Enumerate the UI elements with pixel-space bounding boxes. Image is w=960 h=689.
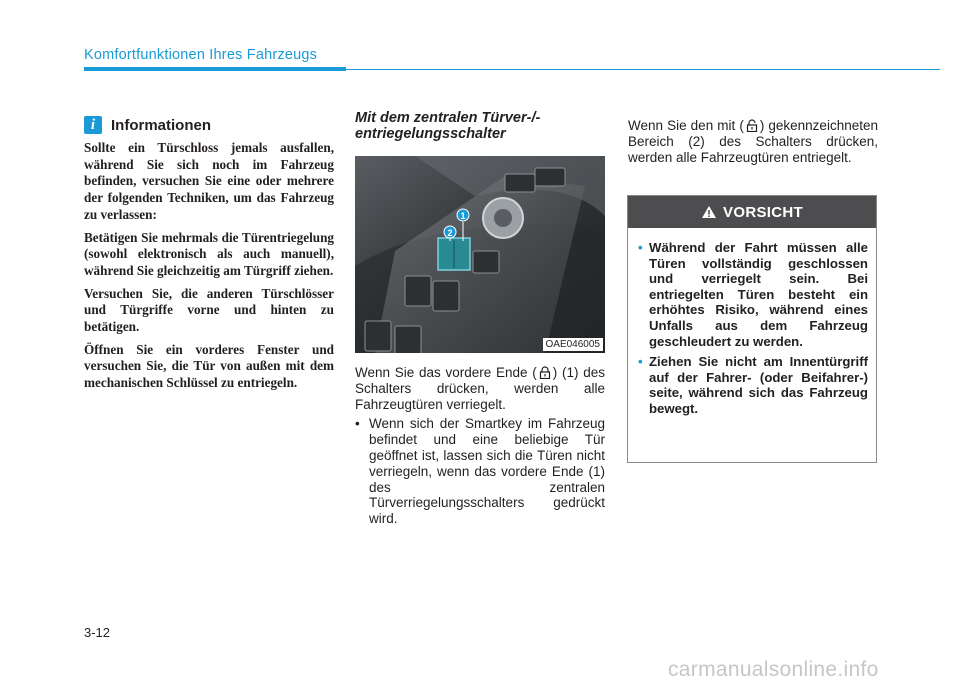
page-number: 3-12: [84, 625, 111, 640]
lock-text-start: Wenn Sie das vordere Ende (: [355, 365, 537, 380]
info-title: Informationen: [111, 116, 211, 134]
info-paragraph: Öffnen Sie ein vorderes Fenster und versuchen Sie, die Tür von außen mit dem mechanischen Schlüssel zu entriegeln.: [84, 341, 334, 391]
caution-box: [627, 195, 877, 463]
info-body: [84, 140, 334, 398]
info-heading: [84, 116, 211, 134]
watermark-text: carmanualsonline.info: [668, 658, 879, 681]
door-switch-photo: [355, 156, 605, 353]
photo-code: OAE046005: [543, 338, 604, 351]
header-rule-thick: [84, 67, 346, 71]
unlock-paragraph: [628, 118, 878, 165]
unlock-text-end: ) gekennzeichneten Bereich (2) des Schalters drücken, werden alle Fahrzeugtüren entriegelt.: [628, 118, 878, 165]
unlock-text-start: Wenn Sie den mit (: [628, 118, 744, 133]
caution-list: [638, 240, 868, 417]
caution-item: • Während der Fahrt müssen alle Türen vollständig geschlossen und verriegelt sein. Bei entriegelten Türen besteht ein erhöhtes Risiko, während eines Unfalls aus dem Fahrzeug geschleudert zu werden.: [638, 240, 868, 349]
lock-closed-icon: [539, 366, 551, 379]
callout-1: 1: [460, 211, 466, 221]
lock-paragraph: [355, 365, 605, 412]
info-paragraph: Versuchen Sie, die anderen Türschlösser und Türgriffe vorne und hinten zu betätigen.: [84, 285, 334, 335]
warning-triangle-icon: [701, 205, 717, 219]
central-lock-description: [355, 365, 605, 527]
section-header-title: Komfortfunktionen Ihres Fahrzeugs: [84, 47, 318, 63]
callout-2: 2: [447, 228, 453, 238]
lock-bullet-item: • Wenn sich der Smartkey im Fahrzeug befindet und eine beliebige Tür geöffnet ist, lassen sich die Türen nicht verriegeln, wenn das vordere Ende (1) des zentralen Türverriegelungsschalters gedrückt wird.: [355, 416, 605, 527]
callout-layer: [355, 156, 605, 353]
info-paragraph: Betätigen Sie mehrmals die Türentriegelung (sowohl elektronisch als auch manuell), während Sie gleichzeitig am Türgriff ziehen.: [84, 229, 334, 278]
header-rule-thin: [346, 69, 940, 70]
lock-text-end: ) (1) des Schalters drücken, werden alle Fahrzeugtüren verriegelt.: [355, 365, 605, 412]
caution-title: VORSICHT: [723, 203, 803, 221]
central-lock-title: Mit dem zentralen Türver-/-entriegelungsschalter: [355, 110, 541, 142]
lock-bullets: [355, 416, 605, 527]
caution-item: • Ziehen Sie nicht am Innentürgriff auf der Fahrer- (oder Beifahrer-) seite, während sich das Fahrzeug bewegt.: [638, 354, 868, 416]
info-paragraph: Sollte ein Türschloss jemals ausfallen, während Sie sich noch im Fahrzeug befinden, versuchen Sie eine oder mehrere der folgenden Techniken, um das Fahrzeug zu verlassen:: [84, 140, 334, 222]
lock-open-icon: [746, 119, 758, 132]
info-icon: i: [84, 116, 102, 134]
caution-header: [628, 196, 876, 228]
